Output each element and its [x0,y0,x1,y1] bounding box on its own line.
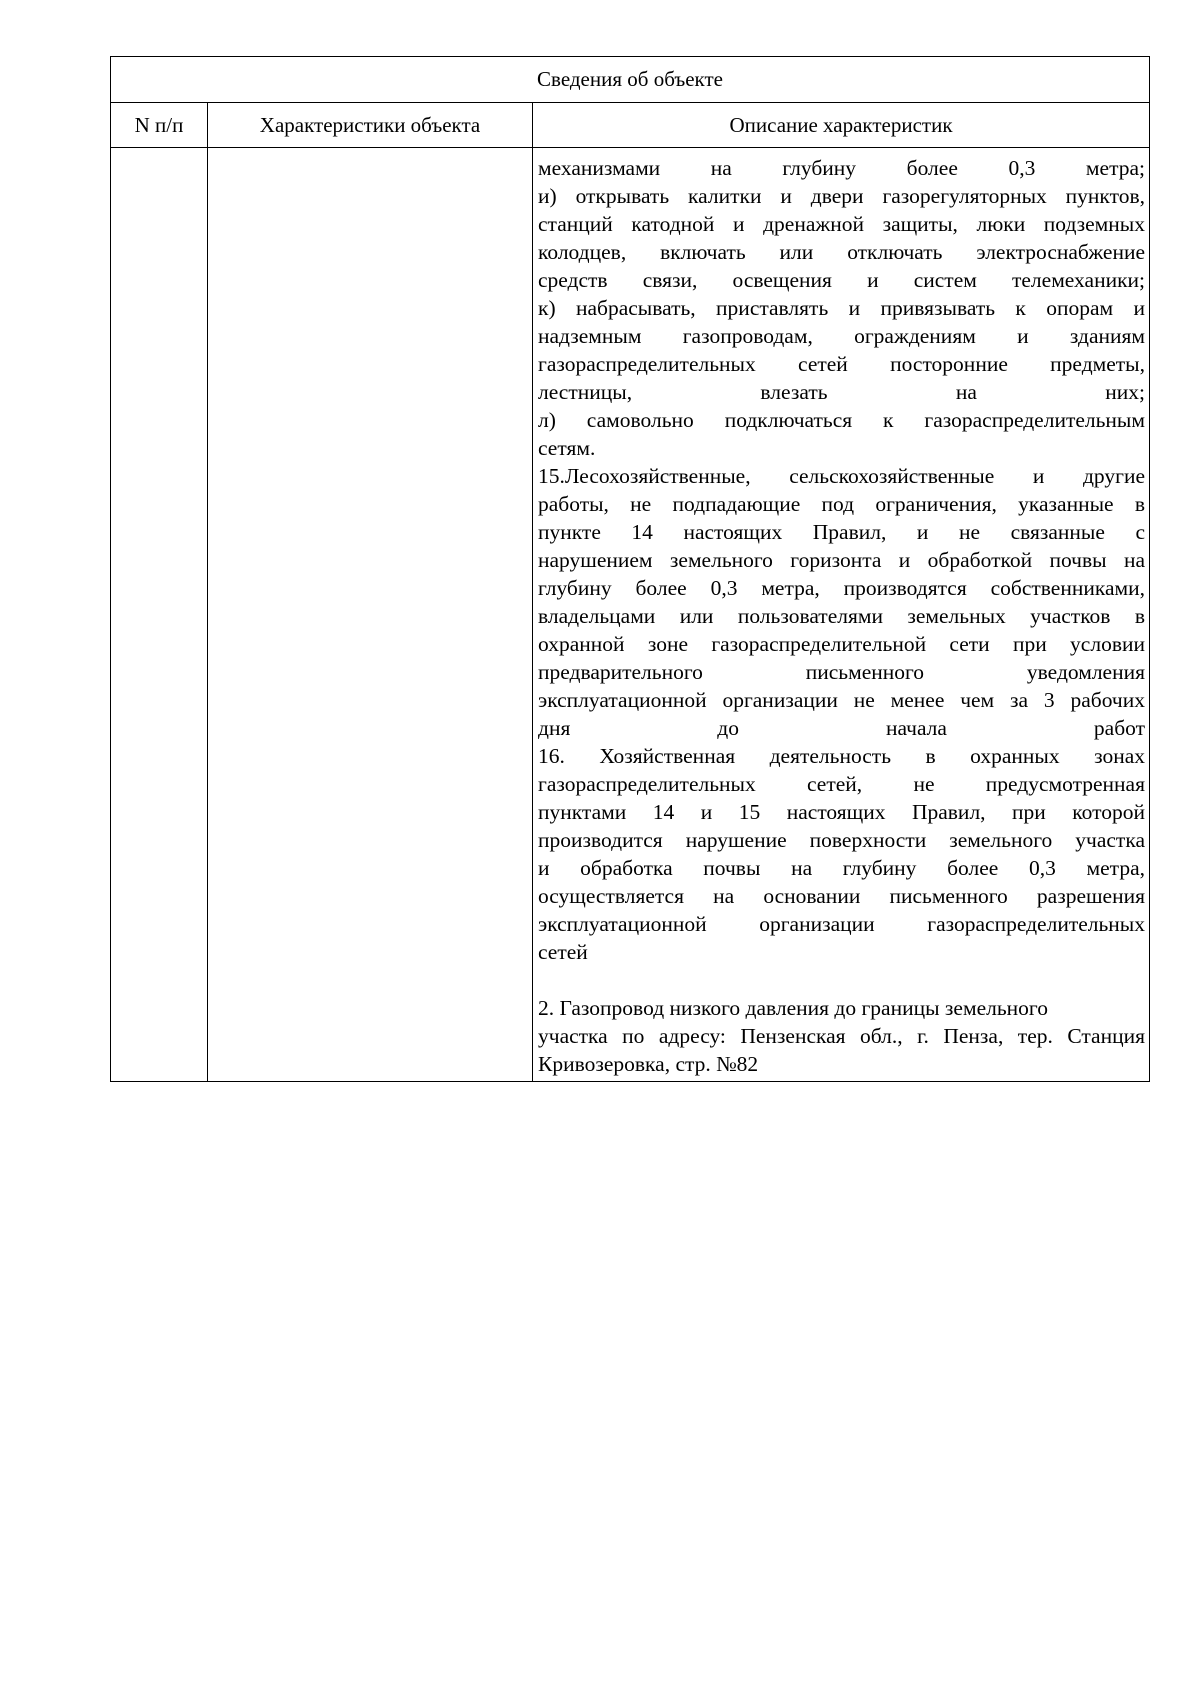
description-line: предварительного письменного уведомления [538,660,1145,684]
description-line: надземным газопроводам, ограждениям и зданиям [538,324,1145,348]
description-line: газораспределительных сетей, не предусмотренная [538,772,1145,796]
object-line: Кривозеровка, стр. №82 [538,1052,759,1076]
description-line: 15.Лесохозяйственные, сельскохозяйственные и другие [538,464,1145,488]
table-header-row [111,103,1150,148]
row-description-cell [533,148,1150,1082]
description-line: пунктами 14 и 15 настоящих Правил, при которой [538,800,1145,824]
description-line: производится нарушение поверхности земельного участка [538,828,1145,852]
header-number: N п/п [111,103,208,148]
description-line: сетям. [538,436,596,460]
description-line: глубину более 0,3 метра, производятся собственниками, [538,576,1145,600]
table-row [111,148,1150,1082]
description-line: газораспределительных сетей посторонние предметы, [538,352,1145,376]
description-line: механизмами на глубину более 0,3 метра; [538,156,1145,180]
description-line: 16. Хозяйственная деятельность в охранных зонах [538,744,1145,768]
header-description: Описание характеристик [533,103,1150,148]
description-line: эксплуатационной организации газораспределительных [538,912,1145,936]
header-characteristics: Характеристики объекта [208,103,533,148]
table-title-row [111,57,1150,103]
description-line: нарушением земельного горизонта и обработкой почвы на [538,548,1145,572]
row-characteristics-cell [208,148,533,1082]
description-line: работы, не подпадающие под ограничения, указанные в [538,492,1145,516]
description-line: охранной зоне газораспределительной сети при условии [538,632,1145,656]
row-number-cell [111,148,208,1082]
description-line: колодцев, включать или отключать электроснабжение [538,240,1145,264]
description-line: к) набрасывать, приставлять и привязывать к опорам и [538,296,1145,320]
description-line: сетей [538,940,588,964]
object-info-table [110,56,1150,1082]
description-line: эксплуатационной организации не менее чем за 3 рабочих [538,688,1145,712]
description-line: станций катодной и дренажной защиты, люки подземных [538,212,1145,236]
paragraph-gap [538,966,1145,994]
description-line: дня до начала работ [538,716,1145,740]
table-title: Сведения об объекте [111,57,1150,103]
description-line: и обработка почвы на глубину более 0,3 метра, [538,856,1145,880]
description-line: средств связи, освещения и систем телемеханики; [538,268,1145,292]
object-line: участка по адресу: Пензенская обл., г. Пенза, тер. Станция [538,1024,1145,1048]
description-line: лестницы, влезать на них; [538,380,1145,404]
object-line: 2. Газопровод низкого давления до границы земельного [538,996,1048,1020]
description-line: пункте 14 настоящих Правил, и не связанные с [538,520,1145,544]
description-line: владельцами или пользователями земельных участков в [538,604,1145,628]
description-line: осуществляется на основании письменного разрешения [538,884,1145,908]
description-line: л) самовольно подключаться к газораспределительным [538,408,1145,432]
description-line: и) открывать калитки и двери газорегуляторных пунктов, [538,184,1145,208]
